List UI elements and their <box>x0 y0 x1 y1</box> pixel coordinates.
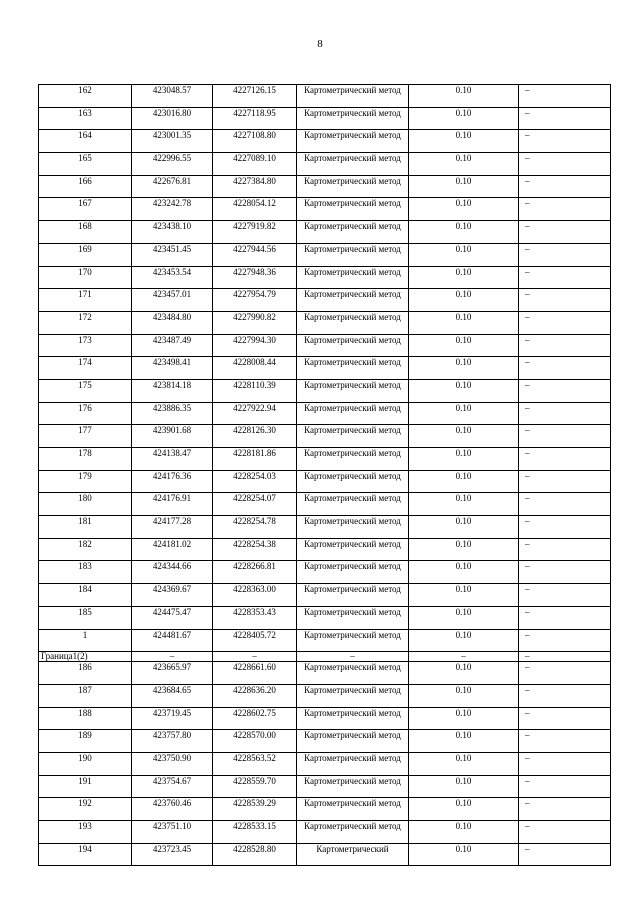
method-cell: Картометрический метод <box>297 752 409 775</box>
error-cell: 0.10 <box>409 470 519 493</box>
point-number-cell: 185 <box>39 606 132 629</box>
y-coordinate-cell: 4227118.95 <box>213 107 297 130</box>
method-cell: Картометрический метод <box>297 684 409 707</box>
table-row <box>39 379 611 402</box>
point-number-cell: 181 <box>39 516 132 539</box>
table-row <box>39 221 611 244</box>
method-cell: Картометрический метод <box>297 243 409 266</box>
description-cell: – <box>519 707 611 730</box>
error-cell: 0.10 <box>409 198 519 221</box>
error-cell: 0.10 <box>409 311 519 334</box>
table-row <box>39 821 611 844</box>
method-cell: Картометрический метод <box>297 289 409 312</box>
error-cell: 0.10 <box>409 448 519 471</box>
coordinates-table <box>38 84 611 866</box>
point-number-cell: 192 <box>39 798 132 821</box>
x-coordinate-cell: 422676.81 <box>132 175 213 198</box>
y-coordinate-cell: 4228563.52 <box>213 752 297 775</box>
table-row <box>39 175 611 198</box>
method-cell: Картометрический метод <box>297 334 409 357</box>
method-cell: Картометрический метод <box>297 561 409 584</box>
x-coordinate-cell: 424475.47 <box>132 606 213 629</box>
point-number-cell: 183 <box>39 561 132 584</box>
y-coordinate-cell: 4228266.81 <box>213 561 297 584</box>
description-cell: – <box>519 561 611 584</box>
description-cell: – <box>519 652 611 662</box>
method-cell: Картометрический метод <box>297 402 409 425</box>
x-coordinate-cell: 424369.67 <box>132 584 213 607</box>
table-row <box>39 538 611 561</box>
y-coordinate-cell: 4228353.43 <box>213 606 297 629</box>
x-coordinate-cell: 424177.28 <box>132 516 213 539</box>
method-cell: Картометрический метод <box>297 221 409 244</box>
error-cell: 0.10 <box>409 629 519 652</box>
y-coordinate-cell: 4228008.44 <box>213 357 297 380</box>
method-cell: Картометрический метод <box>297 662 409 685</box>
point-number-cell: 178 <box>39 448 132 471</box>
description-cell: – <box>519 606 611 629</box>
method-cell: Картометрический метод <box>297 311 409 334</box>
table-row <box>39 684 611 707</box>
table-row <box>39 448 611 471</box>
x-coordinate-cell: 423001.35 <box>132 130 213 153</box>
x-coordinate-cell: 423754.67 <box>132 775 213 798</box>
y-coordinate-cell: 4227990.82 <box>213 311 297 334</box>
x-coordinate-cell: 423457.01 <box>132 289 213 312</box>
y-coordinate-cell: 4228405.72 <box>213 629 297 652</box>
point-number-cell: 173 <box>39 334 132 357</box>
error-cell: 0.10 <box>409 379 519 402</box>
method-cell: Картометрический метод <box>297 493 409 516</box>
method-cell: Картометрический метод <box>297 470 409 493</box>
y-coordinate-cell: 4228126.30 <box>213 425 297 448</box>
y-coordinate-cell: 4228661.60 <box>213 662 297 685</box>
description-cell: – <box>519 798 611 821</box>
y-coordinate-cell: 4227108.80 <box>213 130 297 153</box>
x-coordinate-cell: 423451.45 <box>132 243 213 266</box>
table-row <box>39 662 611 685</box>
table-row <box>39 707 611 730</box>
point-number-cell: 190 <box>39 752 132 775</box>
y-coordinate-cell: 4228254.03 <box>213 470 297 493</box>
y-coordinate-cell: 4227089.10 <box>213 153 297 176</box>
point-number-cell: 1 <box>39 629 132 652</box>
table-row <box>39 243 611 266</box>
description-cell: – <box>519 198 611 221</box>
method-cell: Картометрический метод <box>297 425 409 448</box>
y-coordinate-cell: 4227922.94 <box>213 402 297 425</box>
description-cell: – <box>519 662 611 685</box>
description-cell: – <box>519 153 611 176</box>
method-cell: Картометрический <box>297 843 409 866</box>
description-cell: – <box>519 85 611 108</box>
description-cell: – <box>519 357 611 380</box>
description-cell: – <box>519 843 611 866</box>
description-cell: – <box>519 379 611 402</box>
point-number-cell: 187 <box>39 684 132 707</box>
table-row <box>39 311 611 334</box>
description-cell: – <box>519 730 611 753</box>
table-row <box>39 470 611 493</box>
y-coordinate-cell: 4228363.00 <box>213 584 297 607</box>
table-row <box>39 606 611 629</box>
table-row <box>39 561 611 584</box>
x-coordinate-cell: 423719.45 <box>132 707 213 730</box>
point-number-cell: 184 <box>39 584 132 607</box>
description-cell: – <box>519 175 611 198</box>
method-cell: Картометрический метод <box>297 629 409 652</box>
error-cell: 0.10 <box>409 843 519 866</box>
error-cell: 0.10 <box>409 130 519 153</box>
y-coordinate-cell: 4228559.70 <box>213 775 297 798</box>
coordinates-table-body <box>39 85 611 866</box>
x-coordinate-cell: 423750.90 <box>132 752 213 775</box>
x-coordinate-cell: 423684.65 <box>132 684 213 707</box>
point-number-cell: 186 <box>39 662 132 685</box>
description-cell: – <box>519 821 611 844</box>
error-cell: 0.10 <box>409 334 519 357</box>
method-cell: Картометрический метод <box>297 821 409 844</box>
method-cell: Картометрический метод <box>297 538 409 561</box>
table-row <box>39 107 611 130</box>
method-cell: Картометрический метод <box>297 175 409 198</box>
description-cell: – <box>519 470 611 493</box>
point-number-cell: 194 <box>39 843 132 866</box>
point-number-cell: 163 <box>39 107 132 130</box>
table-row <box>39 289 611 312</box>
error-cell: 0.10 <box>409 153 519 176</box>
x-coordinate-cell: 423814.18 <box>132 379 213 402</box>
error-cell: 0.10 <box>409 775 519 798</box>
y-coordinate-cell: 4228054.12 <box>213 198 297 221</box>
description-cell: – <box>519 752 611 775</box>
error-cell: 0.10 <box>409 516 519 539</box>
y-coordinate-cell: 4227919.82 <box>213 221 297 244</box>
error-cell: 0.10 <box>409 175 519 198</box>
method-cell: Картометрический метод <box>297 85 409 108</box>
method-cell: Картометрический метод <box>297 130 409 153</box>
point-number-cell: 165 <box>39 153 132 176</box>
point-number-cell: 189 <box>39 730 132 753</box>
table-row <box>39 85 611 108</box>
error-cell: 0.10 <box>409 752 519 775</box>
point-number-cell: 168 <box>39 221 132 244</box>
point-number-cell: 182 <box>39 538 132 561</box>
y-coordinate-cell: 4228533.15 <box>213 821 297 844</box>
description-cell: – <box>519 130 611 153</box>
point-number-cell: 180 <box>39 493 132 516</box>
method-cell: Картометрический метод <box>297 798 409 821</box>
boundary-row <box>39 652 611 662</box>
error-cell: 0.10 <box>409 730 519 753</box>
method-cell: Картометрический метод <box>297 266 409 289</box>
error-cell: 0.10 <box>409 493 519 516</box>
error-cell: 0.10 <box>409 402 519 425</box>
table-row <box>39 266 611 289</box>
table-row <box>39 425 611 448</box>
y-coordinate-cell: 4227126.15 <box>213 85 297 108</box>
x-coordinate-cell: 424344.66 <box>132 561 213 584</box>
description-cell: – <box>519 266 611 289</box>
table-row <box>39 752 611 775</box>
error-cell: 0.10 <box>409 107 519 130</box>
description-cell: – <box>519 493 611 516</box>
x-coordinate-cell: 423760.46 <box>132 798 213 821</box>
point-number-cell: 176 <box>39 402 132 425</box>
error-cell: 0.10 <box>409 584 519 607</box>
method-cell: Картометрический метод <box>297 516 409 539</box>
y-coordinate-cell: 4228181.86 <box>213 448 297 471</box>
method-cell: Картометрический метод <box>297 357 409 380</box>
y-coordinate-cell: 4228254.78 <box>213 516 297 539</box>
error-cell: 0.10 <box>409 538 519 561</box>
description-cell: – <box>519 629 611 652</box>
y-coordinate-cell: 4227994.30 <box>213 334 297 357</box>
description-cell: – <box>519 448 611 471</box>
point-number-cell: 174 <box>39 357 132 380</box>
x-coordinate-cell: 423901.68 <box>132 425 213 448</box>
description-cell: – <box>519 425 611 448</box>
method-cell: Картометрический метод <box>297 198 409 221</box>
x-coordinate-cell: 423048.57 <box>132 85 213 108</box>
table-row <box>39 843 611 866</box>
error-cell: 0.10 <box>409 821 519 844</box>
y-coordinate-cell: 4228110.39 <box>213 379 297 402</box>
x-coordinate-cell: 423438.10 <box>132 221 213 244</box>
error-cell: 0.10 <box>409 243 519 266</box>
table-row <box>39 493 611 516</box>
error-cell: 0.10 <box>409 606 519 629</box>
error-cell: 0.10 <box>409 425 519 448</box>
y-coordinate-cell: 4228254.38 <box>213 538 297 561</box>
method-cell: Картометрический метод <box>297 584 409 607</box>
y-coordinate-cell: 4228528.80 <box>213 843 297 866</box>
x-coordinate-cell: 423751.10 <box>132 821 213 844</box>
description-cell: – <box>519 289 611 312</box>
x-coordinate-cell: 423453.54 <box>132 266 213 289</box>
table-row <box>39 130 611 153</box>
point-number-cell: 171 <box>39 289 132 312</box>
x-coordinate-cell: 423723.45 <box>132 843 213 866</box>
x-coordinate-cell: 423757.80 <box>132 730 213 753</box>
x-coordinate-cell: 423665.97 <box>132 662 213 685</box>
description-cell: – <box>519 684 611 707</box>
method-cell: Картометрический метод <box>297 775 409 798</box>
description-cell: – <box>519 334 611 357</box>
y-coordinate-cell: 4228602.75 <box>213 707 297 730</box>
point-number-cell: 167 <box>39 198 132 221</box>
y-coordinate-cell: 4227948.36 <box>213 266 297 289</box>
point-number-cell: 191 <box>39 775 132 798</box>
method-cell: – <box>297 652 409 662</box>
description-cell: – <box>519 221 611 244</box>
method-cell: Картометрический метод <box>297 730 409 753</box>
description-cell: – <box>519 538 611 561</box>
y-coordinate-cell: 4227944.56 <box>213 243 297 266</box>
x-coordinate-cell: 424176.36 <box>132 470 213 493</box>
error-cell: 0.10 <box>409 561 519 584</box>
point-number-cell: 162 <box>39 85 132 108</box>
description-cell: – <box>519 311 611 334</box>
page-number: 8 <box>317 38 323 50</box>
error-cell: 0.10 <box>409 798 519 821</box>
table-row <box>39 198 611 221</box>
point-number-cell: 179 <box>39 470 132 493</box>
error-cell: 0.10 <box>409 357 519 380</box>
table-row <box>39 798 611 821</box>
error-cell: 0.10 <box>409 85 519 108</box>
y-coordinate-cell: 4228539.29 <box>213 798 297 821</box>
x-coordinate-cell: 424138.47 <box>132 448 213 471</box>
method-cell: Картометрический метод <box>297 153 409 176</box>
y-coordinate-cell: 4227384.80 <box>213 175 297 198</box>
description-cell: – <box>519 516 611 539</box>
point-number-cell: 164 <box>39 130 132 153</box>
x-coordinate-cell: 423484.80 <box>132 311 213 334</box>
table-row <box>39 357 611 380</box>
point-number-cell: 193 <box>39 821 132 844</box>
method-cell: Картометрический метод <box>297 379 409 402</box>
point-number-cell: 166 <box>39 175 132 198</box>
x-coordinate-cell: – <box>132 652 213 662</box>
description-cell: – <box>519 584 611 607</box>
description-cell: – <box>519 243 611 266</box>
x-coordinate-cell: 423487.49 <box>132 334 213 357</box>
table-row <box>39 584 611 607</box>
table-row <box>39 730 611 753</box>
error-cell: 0.10 <box>409 266 519 289</box>
point-number-cell: 170 <box>39 266 132 289</box>
error-cell: 0.10 <box>409 707 519 730</box>
x-coordinate-cell: 423016.80 <box>132 107 213 130</box>
description-cell: – <box>519 775 611 798</box>
error-cell: – <box>409 652 519 662</box>
y-coordinate-cell: 4227954.79 <box>213 289 297 312</box>
description-cell: – <box>519 402 611 425</box>
method-cell: Картометрический метод <box>297 107 409 130</box>
error-cell: 0.10 <box>409 221 519 244</box>
x-coordinate-cell: 423242.78 <box>132 198 213 221</box>
point-number-cell: 177 <box>39 425 132 448</box>
y-coordinate-cell: 4228570.00 <box>213 730 297 753</box>
x-coordinate-cell: 423498.41 <box>132 357 213 380</box>
y-coordinate-cell: 4228254.07 <box>213 493 297 516</box>
error-cell: 0.10 <box>409 289 519 312</box>
table-row <box>39 516 611 539</box>
table-row <box>39 402 611 425</box>
method-cell: Картометрический метод <box>297 448 409 471</box>
point-number-cell: 175 <box>39 379 132 402</box>
x-coordinate-cell: 423886.35 <box>132 402 213 425</box>
x-coordinate-cell: 422996.55 <box>132 153 213 176</box>
point-number-cell: 188 <box>39 707 132 730</box>
method-cell: Картометрический метод <box>297 606 409 629</box>
table-row <box>39 334 611 357</box>
point-number-cell: Граница1(2) <box>39 652 132 662</box>
table-row <box>39 775 611 798</box>
point-number-cell: 169 <box>39 243 132 266</box>
table-row <box>39 153 611 176</box>
method-cell: Картометрический метод <box>297 707 409 730</box>
error-cell: 0.10 <box>409 662 519 685</box>
y-coordinate-cell: 4228636.20 <box>213 684 297 707</box>
point-number-cell: 172 <box>39 311 132 334</box>
y-coordinate-cell: – <box>213 652 297 662</box>
error-cell: 0.10 <box>409 684 519 707</box>
description-cell: – <box>519 107 611 130</box>
x-coordinate-cell: 424181.02 <box>132 538 213 561</box>
table-row <box>39 629 611 652</box>
x-coordinate-cell: 424481.67 <box>132 629 213 652</box>
x-coordinate-cell: 424176.91 <box>132 493 213 516</box>
